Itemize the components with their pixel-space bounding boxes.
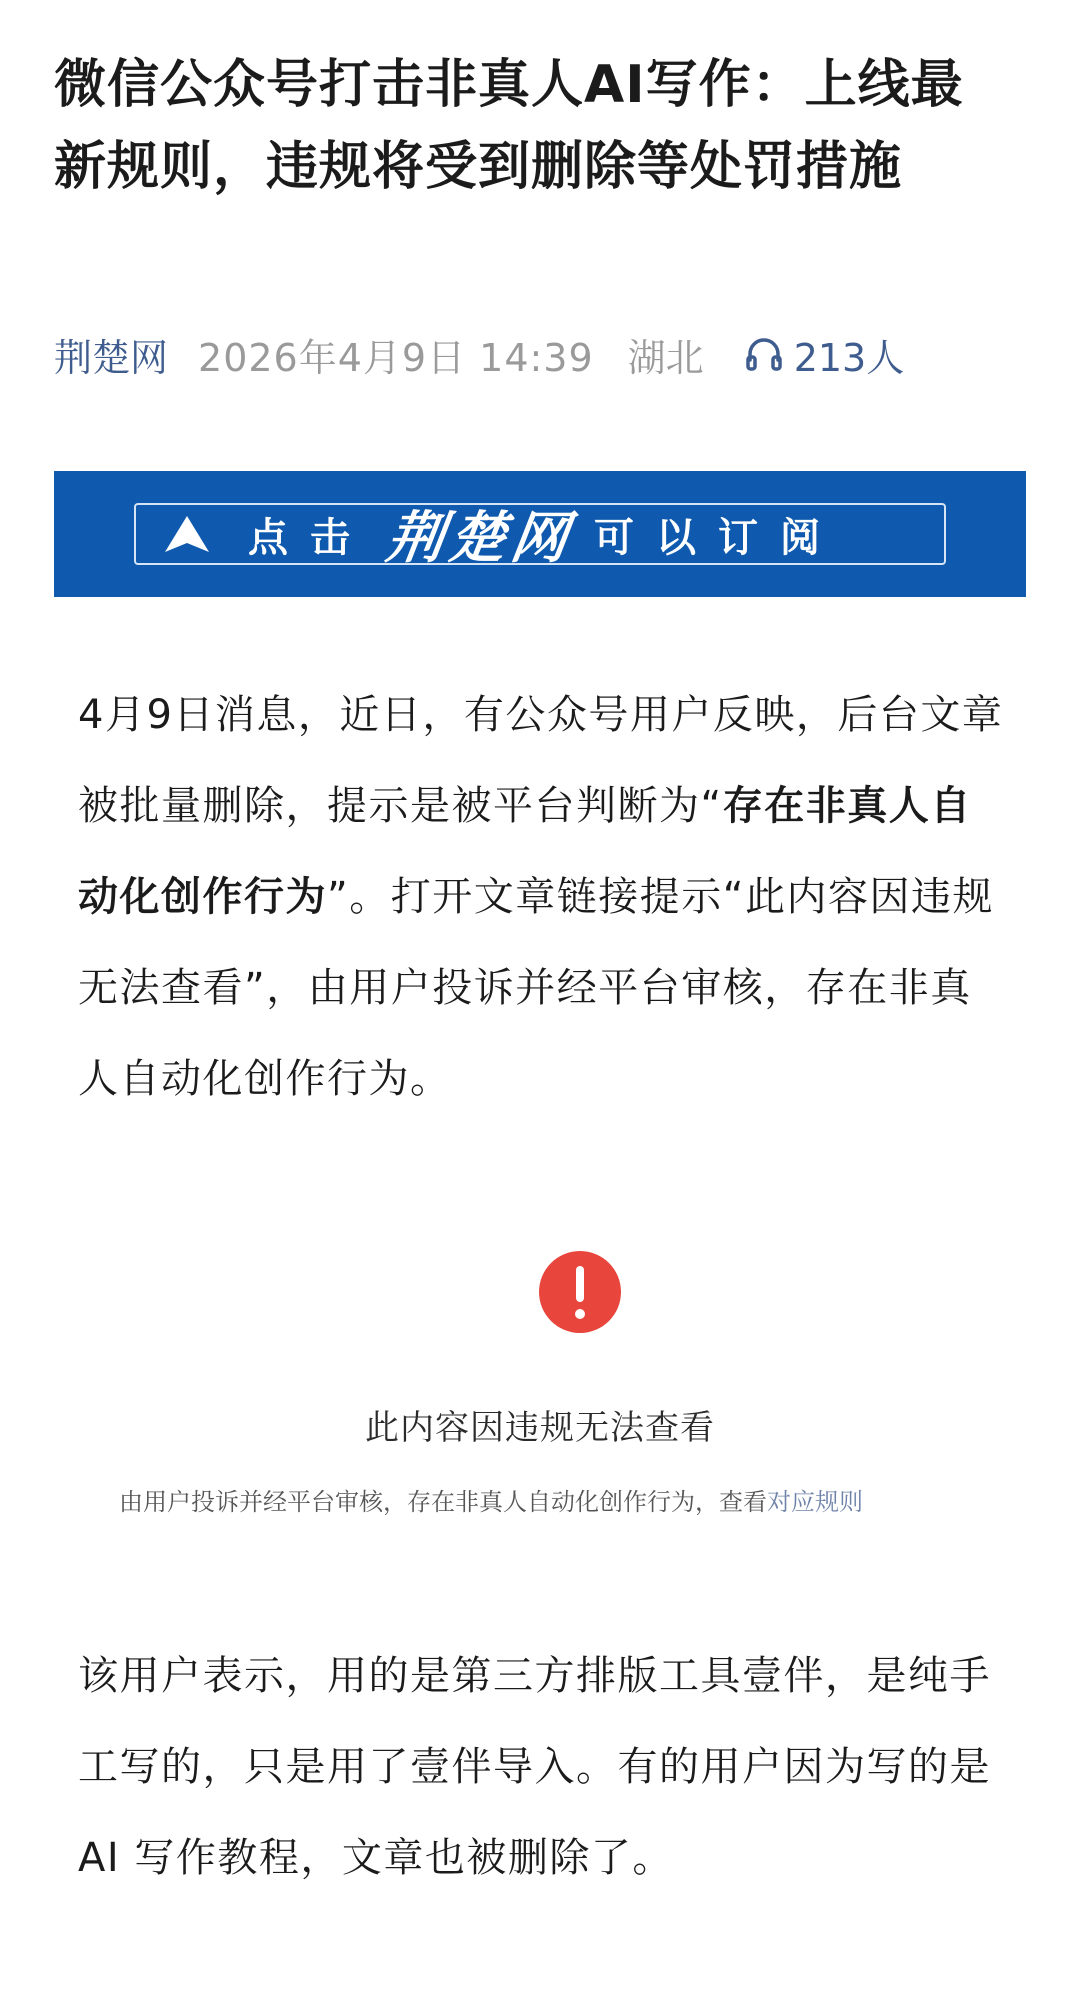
paragraph-1-emphasis: 存在非真人自动化创作行为 [78,783,972,920]
rule-link[interactable]: 对应规则 [767,1488,863,1516]
notice-description-text: 由用户投诉并经平台审核，存在非真人自动化创作行为，查看 [119,1488,767,1516]
article-paragraph-2: 该用户表示，用的是第三方排版工具壹伴，是纯手工写的，只是用了壹伴导入。有的用户因为写的是 AI 写作教程，文章也被删除了。 [78,1653,991,1881]
region-label: 湖北 [627,335,704,380]
site-logo: 荆楚网 [382,505,579,571]
source-link[interactable]: 荆楚网 [54,335,169,380]
subscribe-banner-frame [134,503,946,571]
article-paragraph-1 [78,670,1008,1125]
up-arrow-icon [162,514,212,554]
headphone-icon [744,334,784,374]
notice-description [119,1482,863,1517]
paragraph-1-text-a: 4月9日消息，近日，有公众号用户反映，后台文章被批量删除，提示是被平台判断为“ [78,692,1004,829]
banner-subscribe-text: 可以订阅 [594,514,842,561]
alert-icon [538,1250,622,1334]
article-meta [54,322,904,386]
violation-notice-image [54,1250,1026,1550]
banner-click-text: 点击 [248,514,372,561]
article-title: 微信公众号打击非真人AI写作：上线最新规则，违规将受到删除等处罚措施 [54,55,964,197]
listener-count: 213人 [793,335,905,380]
subscribe-banner[interactable] [54,471,1026,597]
listen-button[interactable] [744,327,905,382]
publish-time: 2026年4月9日 14:39 [198,335,594,380]
paragraph-1-text-b: ”。打开文章链接提示“此内容因违规无法查看”，由用户投诉并经平台审核，存在非真人自动化创作行为。 [78,874,994,1102]
notice-title: 此内容因违规无法查看 [365,1408,715,1448]
